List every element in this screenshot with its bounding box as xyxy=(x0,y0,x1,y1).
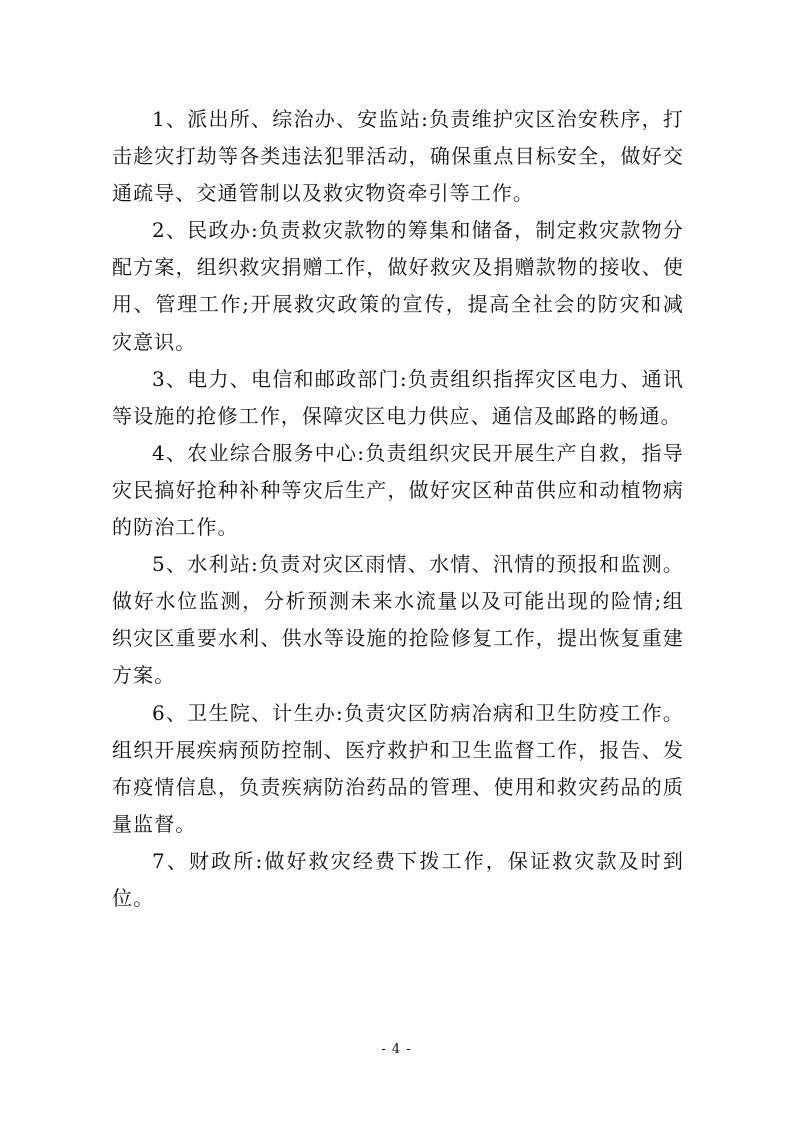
paragraph-1: 1、派出所、综治办、安监站:负责维护灾区治安秩序，打击趁灾打劫等各类违法犯罪活动，确保重点目标安全，做好交通疏导、交通管制以及救灾物资牵引等工作。 xyxy=(112,107,684,206)
paragraph-6: 6、卫生院、计生办:负责灾区防病冶病和卫生防疫工作。组织开展疾病预防控制、医疗救护和卫生监督工作，报告、发布疫情信息，负责疾病防治药品的管理、使用和救灾药品的质量监督。 xyxy=(112,700,684,836)
paragraph-3: 3、电力、电信和邮政部门:负责组织指挥灾区电力、通讯等设施的抢修工作，保障灾区电力供应、通信及邮路的畅通。 xyxy=(112,366,684,428)
paragraph-7: 7、财政所:做好救灾经费下拨工作，保证救灾款及时到位。 xyxy=(112,848,684,910)
paragraph-5: 5、水利站:负责对灾区雨情、水情、汛情的预报和监测。做好水位监测，分析预测未来水流量以及可能出现的险情;组织灾区重要水利、供水等设施的抢险修复工作，提出恢复重建方案。 xyxy=(112,552,684,688)
paragraph-2: 2、民政办:负责救灾款物的筹集和储备，制定救灾款物分配方案，组织救灾捐赠工作，做好救灾及捐赠款物的接收、使用、管理工作;开展救灾政策的宣传，提高全社会的防灾和减灾意识。 xyxy=(112,218,684,354)
paragraph-4: 4、农业综合服务中心:负责组织灾民开展生产自救，指导灾民搞好抢种补种等灾后生产，做好灾区种苗供应和动植物病的防治工作。 xyxy=(112,440,684,540)
document-body xyxy=(112,101,684,917)
page-number: - 4 - xyxy=(381,1042,412,1057)
